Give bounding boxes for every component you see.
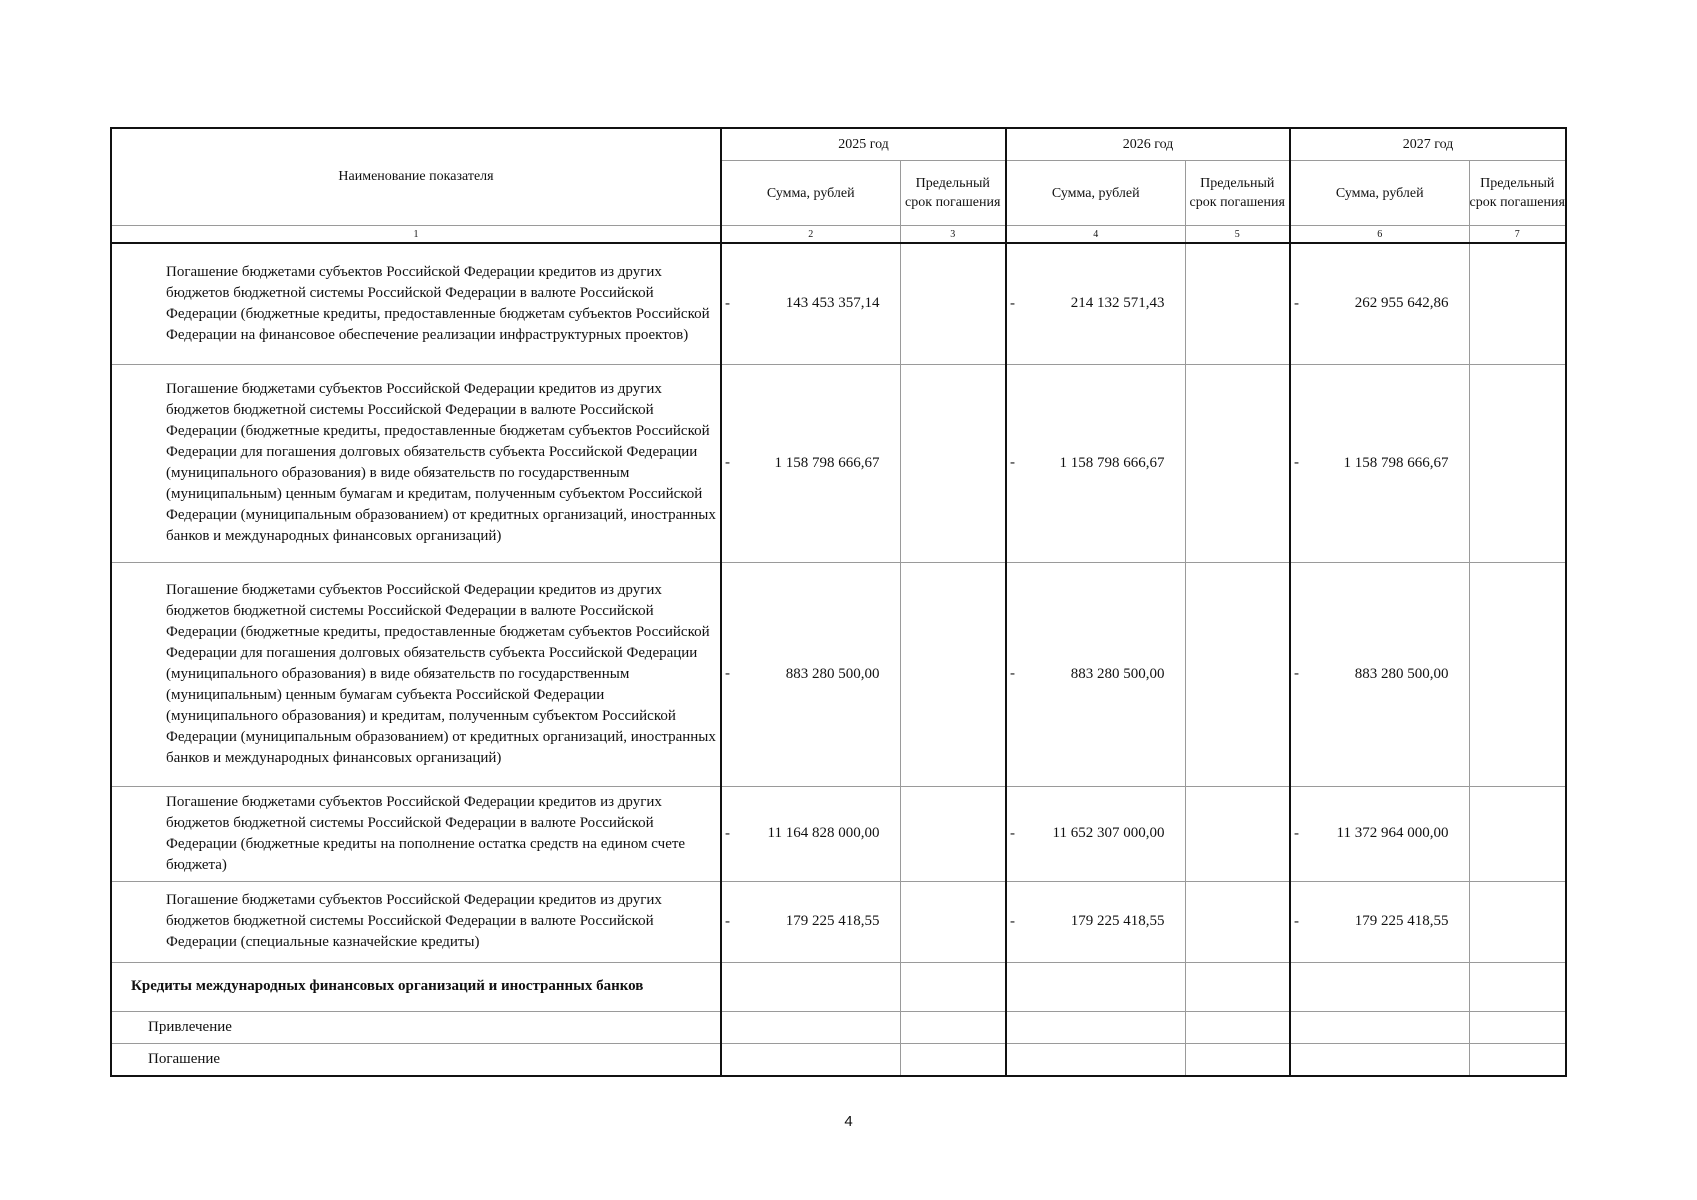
- row-name: Погашение бюджетами субъектов Российской Федерации кредитов из других бюджетов бюджетной системы Российской Федерации в валюте Российской Федерации (бюджетные кредиты, предоставленные бюджетам субъектов Российской Федерации на финансовое обеспечение реализации инфраструктурных проектов): [111, 243, 721, 364]
- header-year-2025: 2025 год: [721, 128, 1006, 161]
- column-number: 7: [1469, 226, 1566, 244]
- empty-cell: [721, 962, 900, 1011]
- amount-cell-2025: [721, 364, 900, 562]
- section-title: Кредиты международных финансовых организаций и иностранных банков: [111, 962, 721, 1011]
- table-row: [111, 786, 1566, 881]
- amount-value: 883 280 500,00: [1354, 665, 1449, 682]
- borrowing-program-table: [110, 127, 1567, 1077]
- amount-cell-2026: [1006, 786, 1185, 881]
- dash-mark: -: [1010, 913, 1015, 929]
- empty-cell: [1290, 1011, 1469, 1043]
- empty-cell: [1469, 962, 1566, 1011]
- header-term-2027: Предельный срок погашения: [1469, 161, 1566, 226]
- amount-value: 262 955 642,86: [1354, 295, 1449, 312]
- amount-value: 883 280 500,00: [1070, 665, 1165, 682]
- header-name-cell: Наименование показателя: [111, 128, 721, 226]
- dash-mark: -: [725, 913, 730, 929]
- empty-cell: [1185, 1011, 1290, 1043]
- empty-cell: [1290, 962, 1469, 1011]
- header-year-2027: 2027 год: [1290, 128, 1566, 161]
- amount-cell-2026: [1006, 243, 1185, 364]
- section-item-attraction: Привлечение: [111, 1011, 721, 1043]
- amount-cell-2027: [1290, 881, 1469, 962]
- column-number: 6: [1290, 226, 1469, 244]
- term-cell-2027: [1469, 364, 1566, 562]
- amount-cell-2025: [721, 562, 900, 786]
- row-name: Погашение бюджетами субъектов Российской Федерации кредитов из других бюджетов бюджетной системы Российской Федерации в валюте Российской Федерации (бюджетные кредиты, предоставленные бюджетам субъектов Российской Федерации для погашения долговых обязательств субъекта Российской Федерации (муниципального образования) в виде обязательств по государственным (муниципальным) ценным бумагам и кредитам, полученным субъектом Российской Федерации (муниципальным образованием) от кредитных организаций, иностранных банков и международных финансовых организаций): [111, 364, 721, 562]
- header-amount-2027: Сумма, рублей: [1290, 161, 1469, 226]
- empty-cell: [721, 1043, 900, 1076]
- term-cell-2025: [900, 364, 1006, 562]
- row-name: Погашение бюджетами субъектов Российской Федерации кредитов из других бюджетов бюджетной системы Российской Федерации в валюте Российской Федерации (бюджетные кредиты, предоставленные бюджетам субъектов Российской Федерации для погашения долговых обязательств субъекта Российской Федерации (муниципального образования) в виде обязательств по государственным (муниципальным) ценным бумагам субъекта Российской Федерации (муниципального образования) и кредитам, полученным субъектом Российской Федерации (муниципальным образованием) от кредитных организаций, иностранных банков и международных финансовых организаций): [111, 562, 721, 786]
- header-term-2025: Предельный срок погашения: [900, 161, 1006, 226]
- term-cell-2026: [1185, 562, 1290, 786]
- empty-cell: [1469, 1043, 1566, 1076]
- column-number-row: [111, 226, 1566, 244]
- row-name: Погашение бюджетами субъектов Российской Федерации кредитов из других бюджетов бюджетной системы Российской Федерации в валюте Российской Федерации (специальные казначейские кредиты): [111, 881, 721, 962]
- empty-cell: [1185, 962, 1290, 1011]
- amount-cell-2027: [1290, 562, 1469, 786]
- dash-mark: -: [1294, 913, 1299, 929]
- section-item-row: [111, 1043, 1566, 1076]
- dash-mark: -: [1294, 295, 1299, 312]
- row-name: Погашение бюджетами субъектов Российской Федерации кредитов из других бюджетов бюджетной системы Российской Федерации в валюте Российской Федерации (бюджетные кредиты на пополнение остатка средств на едином счете бюджета): [111, 786, 721, 881]
- empty-cell: [900, 1011, 1006, 1043]
- dash-mark: -: [1010, 295, 1015, 312]
- column-number: 1: [111, 226, 721, 244]
- amount-value: 179 225 418,55: [1070, 913, 1165, 929]
- amount-value: 179 225 418,55: [1354, 913, 1449, 929]
- section-item-repayment: Погашение: [111, 1043, 721, 1076]
- term-cell-2026: [1185, 243, 1290, 364]
- amount-value: 1 158 798 666,67: [1343, 454, 1449, 471]
- header-term-2026: Предельный срок погашения: [1185, 161, 1290, 226]
- empty-cell: [1185, 1043, 1290, 1076]
- term-cell-2027: [1469, 881, 1566, 962]
- section-row: [111, 962, 1566, 1011]
- empty-cell: [1006, 1043, 1185, 1076]
- term-cell-2025: [900, 786, 1006, 881]
- amount-value: 11 652 307 000,00: [1052, 825, 1165, 841]
- dash-mark: -: [1010, 825, 1015, 841]
- amount-cell-2026: [1006, 562, 1185, 786]
- amount-value: 214 132 571,43: [1070, 295, 1165, 312]
- term-cell-2026: [1185, 364, 1290, 562]
- term-cell-2027: [1469, 786, 1566, 881]
- amount-value: 883 280 500,00: [785, 665, 880, 682]
- column-number: 3: [900, 226, 1006, 244]
- empty-cell: [900, 962, 1006, 1011]
- amount-value: 11 372 964 000,00: [1336, 825, 1449, 841]
- amount-cell-2025: [721, 881, 900, 962]
- empty-cell: [1006, 962, 1185, 1011]
- column-number: 5: [1185, 226, 1290, 244]
- term-cell-2027: [1469, 562, 1566, 786]
- amount-value: 143 453 357,14: [785, 295, 880, 312]
- table-row: [111, 364, 1566, 562]
- empty-cell: [721, 1011, 900, 1043]
- amount-value: 1 158 798 666,67: [774, 454, 880, 471]
- term-cell-2025: [900, 881, 1006, 962]
- section-item-row: [111, 1011, 1566, 1043]
- header-year-2026: 2026 год: [1006, 128, 1290, 161]
- amount-cell-2025: [721, 243, 900, 364]
- table-row: [111, 562, 1566, 786]
- empty-cell: [1290, 1043, 1469, 1076]
- dash-mark: -: [1294, 454, 1299, 471]
- empty-cell: [1469, 1011, 1566, 1043]
- column-number: 2: [721, 226, 900, 244]
- column-number: 4: [1006, 226, 1185, 244]
- amount-cell-2025: [721, 786, 900, 881]
- amount-value: 1 158 798 666,67: [1059, 454, 1165, 471]
- table-row: [111, 881, 1566, 962]
- empty-cell: [900, 1043, 1006, 1076]
- empty-cell: [1006, 1011, 1185, 1043]
- dash-mark: -: [725, 295, 730, 312]
- dash-mark: -: [725, 454, 730, 471]
- dash-mark: -: [725, 825, 730, 841]
- term-cell-2025: [900, 562, 1006, 786]
- dash-mark: -: [1294, 665, 1299, 682]
- page-number: 4: [844, 1113, 853, 1130]
- amount-value: 179 225 418,55: [785, 913, 880, 929]
- amount-cell-2027: [1290, 786, 1469, 881]
- term-cell-2026: [1185, 881, 1290, 962]
- amount-cell-2027: [1290, 243, 1469, 364]
- header-amount-2026: Сумма, рублей: [1006, 161, 1185, 226]
- dash-mark: -: [1010, 454, 1015, 471]
- amount-cell-2026: [1006, 881, 1185, 962]
- term-cell-2025: [900, 243, 1006, 364]
- term-cell-2027: [1469, 243, 1566, 364]
- amount-cell-2027: [1290, 364, 1469, 562]
- amount-cell-2026: [1006, 364, 1185, 562]
- dash-mark: -: [1010, 665, 1015, 682]
- dash-mark: -: [725, 665, 730, 682]
- dash-mark: -: [1294, 825, 1299, 841]
- amount-value: 11 164 828 000,00: [767, 825, 880, 841]
- header-year-row: [111, 128, 1566, 161]
- header-amount-2025: Сумма, рублей: [721, 161, 900, 226]
- term-cell-2026: [1185, 786, 1290, 881]
- table-row: [111, 243, 1566, 364]
